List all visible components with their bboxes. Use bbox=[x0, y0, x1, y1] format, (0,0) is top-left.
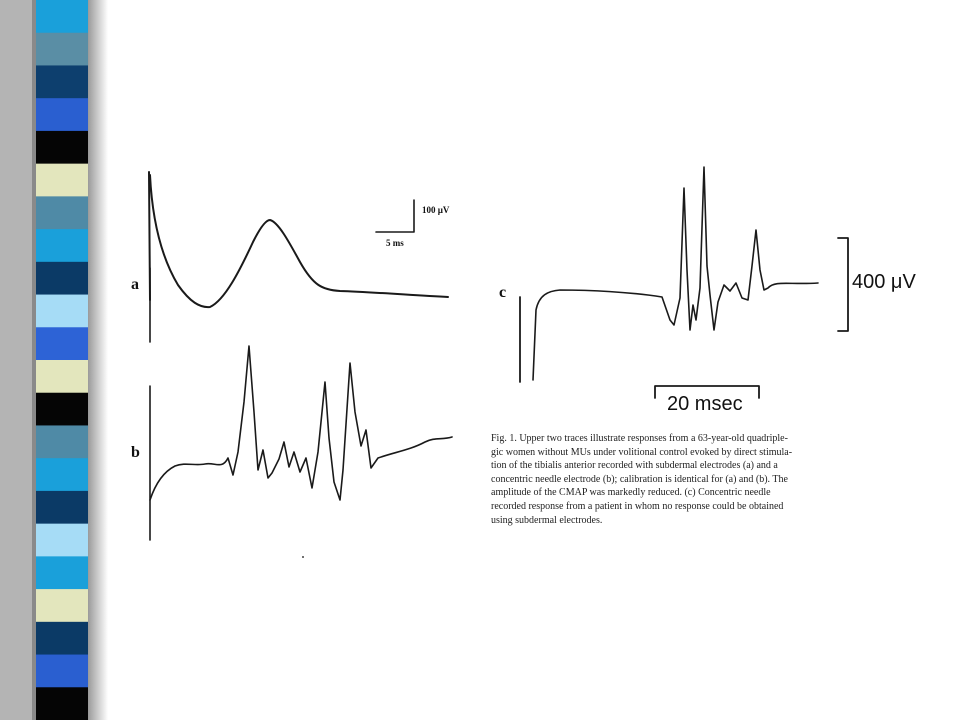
scale-ab-voltage-label: 100 µV bbox=[422, 205, 450, 215]
caption-line: using subdermal electrodes. bbox=[491, 514, 603, 526]
caption-line: concentric needle electrode (b); calibration is identical for (a) and (b). The bbox=[491, 473, 788, 485]
scale-ab-time-label: 5 ms bbox=[386, 238, 404, 248]
scale-bar-ab bbox=[376, 200, 414, 232]
caption-line: amplitude of the CMAP was markedly reduced. (c) Concentric needle bbox=[491, 487, 771, 499]
caption-line: tion of the tibialis anterior recorded with subdermal electrodes (a) and a bbox=[491, 460, 778, 472]
scale-c-time-label: 20 msec bbox=[667, 393, 743, 415]
caption-line: gic women without MUs under volitional control evoked by direct stimula- bbox=[491, 446, 793, 458]
trace-c bbox=[533, 167, 818, 380]
trace-b bbox=[150, 346, 452, 500]
panel-b-label: b bbox=[131, 444, 140, 461]
scale-bar-c-voltage bbox=[838, 238, 848, 331]
panel-c-label: c bbox=[499, 284, 507, 301]
caption-line: recorded response from a patient in whom no response could be obtained bbox=[491, 500, 784, 512]
panel-a-label: a bbox=[131, 276, 139, 293]
speck-dot bbox=[302, 556, 304, 558]
figure-caption bbox=[491, 432, 931, 527]
caption-line: Fig. 1. Upper two traces illustrate responses from a 63-year-old quadriple- bbox=[491, 433, 788, 444]
scale-c-voltage-label: 400 μV bbox=[852, 271, 916, 293]
